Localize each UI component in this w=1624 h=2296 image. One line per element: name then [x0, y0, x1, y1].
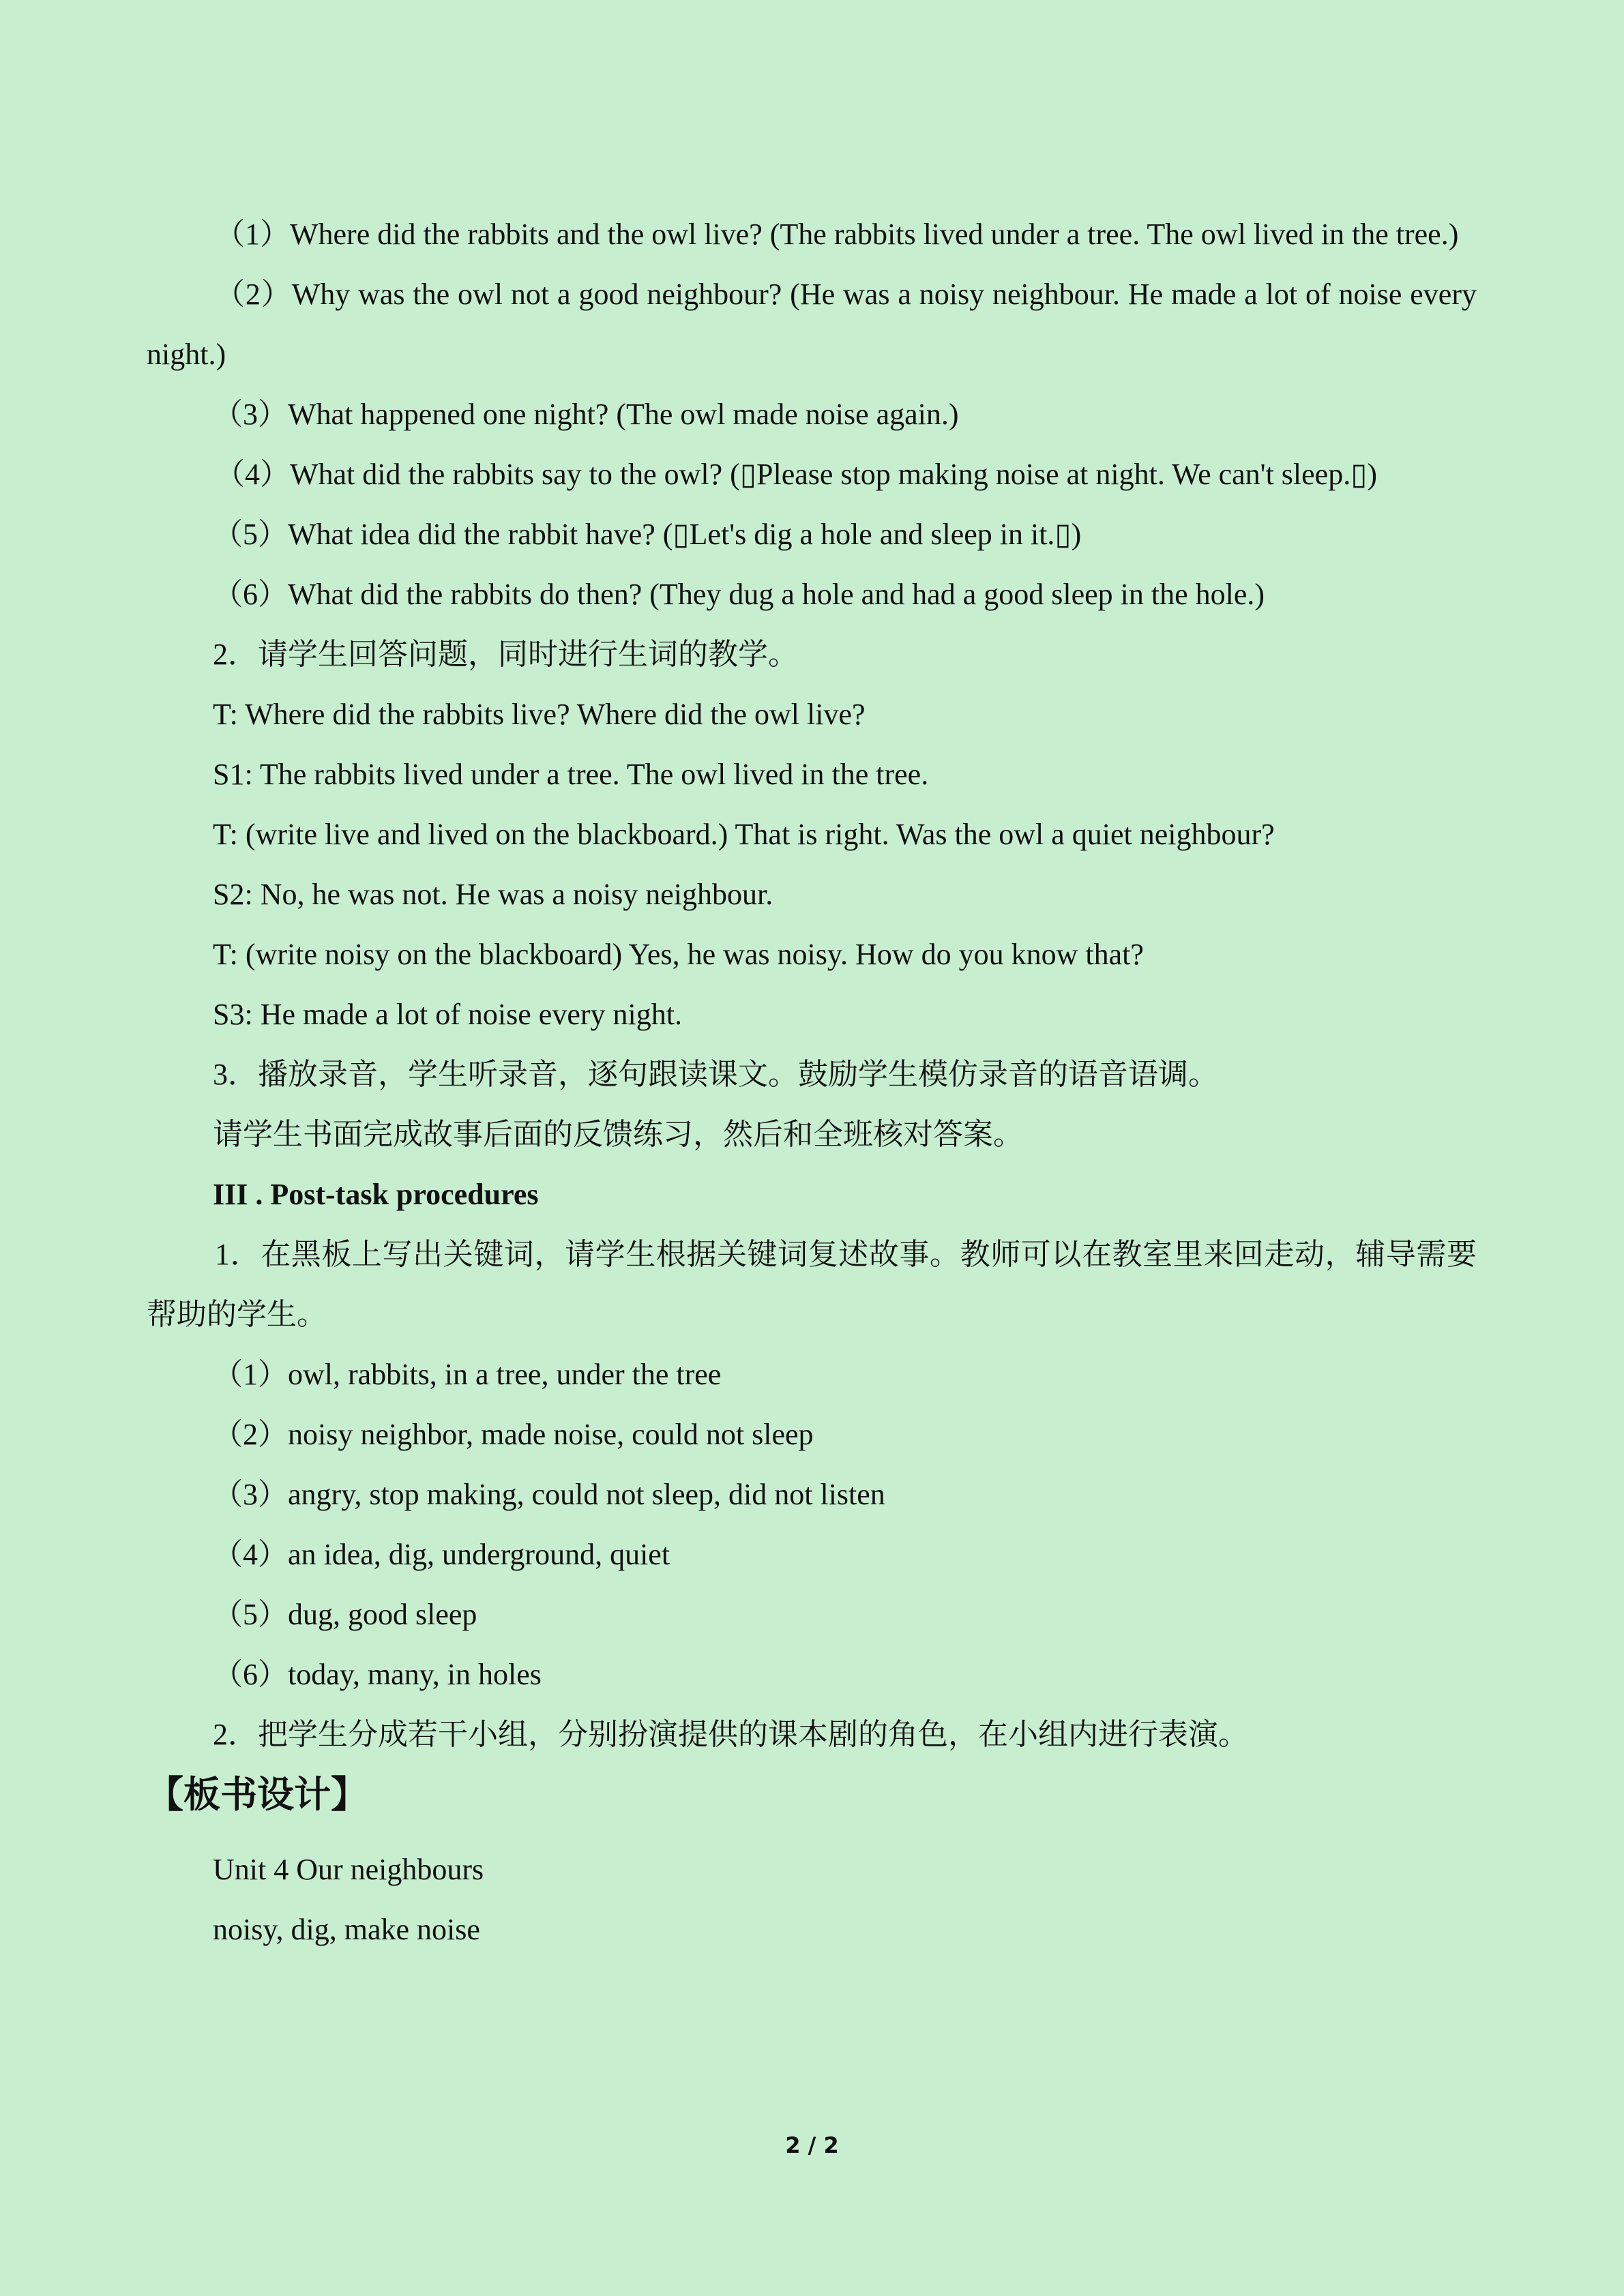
question-1: （1）Where did the rabbits and the owl live? (The rabbits lived under a tree. The owl lived in the tree.)	[215, 218, 1459, 251]
keyword-line: （2）noisy neighbor, made noise, could not sleep	[213, 1418, 814, 1451]
keyword-line: （3）angry, stop making, could not sleep, did not listen	[213, 1478, 885, 1511]
board-design-heading: 【板书设计】	[147, 1774, 368, 1815]
post-step-1: 1．在黑板上写出关键词，请学生根据关键词复述故事。教师可以在教室里来回走动，辅导需要帮助的学生。	[147, 1238, 1477, 1331]
dialogue-line: T: (write live and lived on the blackboard.) That is right. Was the owl a quiet neighbour?	[213, 818, 1275, 851]
keyword-line: （5）dug, good sleep	[213, 1598, 477, 1631]
board-line: Unit 4 Our neighbours	[213, 1853, 484, 1886]
step-3: 3．播放录音，学生听录音，逐句跟读课文。鼓励学生模仿录音的语音语调。	[213, 1058, 1218, 1091]
dialogue-line: T: (write noisy on the blackboard) Yes, he was noisy. How do you know that?	[213, 938, 1144, 971]
board-line: noisy, dig, make noise	[213, 1913, 480, 1946]
step-2: 2．请学生回答问题，同时进行生词的教学。	[213, 638, 798, 671]
document-body	[147, 205, 1477, 1960]
dialogue-line: S2: No, he was not. He was a noisy neighbour.	[213, 878, 773, 911]
keyword-line: （4）an idea, dig, underground, quiet	[213, 1538, 670, 1571]
step-3-exercise: 请学生书面完成故事后面的反馈练习，然后和全班核对答案。	[213, 1118, 1023, 1151]
dialogue-line: T: Where did the rabbits live? Where did the owl live?	[213, 698, 866, 731]
section-heading: III . Post-task procedures	[213, 1178, 539, 1211]
question-5: （5）What idea did the rabbit have? (▯Let's dig a hole and sleep in it.▯)	[213, 518, 1082, 551]
question-6: （6）What did the rabbits do then? (They dug a hole and had a good sleep in the hole.)	[213, 578, 1265, 611]
page-number: 2 / 2	[785, 2132, 839, 2158]
keyword-line: （6）today, many, in holes	[213, 1658, 542, 1691]
keyword-line: （1）owl, rabbits, in a tree, under the tree	[213, 1358, 722, 1391]
dialogue-line: S1: The rabbits lived under a tree. The owl lived in the tree.	[213, 758, 929, 791]
question-3: （3）What happened one night? (The owl made noise again.)	[213, 398, 959, 431]
question-2: （2）Why was the owl not a good neighbour? (He was a noisy neighbour. He made a lot of noise every night.)	[147, 278, 1477, 371]
dialogue-line: S3: He made a lot of noise every night.	[213, 998, 682, 1031]
question-4: （4）What did the rabbits say to the owl? (▯Please stop making noise at night. We can't sleep.▯)	[215, 458, 1378, 491]
post-step-2: 2．把学生分成若干小组，分别扮演提供的课本剧的角色，在小组内进行表演。	[213, 1718, 1248, 1751]
